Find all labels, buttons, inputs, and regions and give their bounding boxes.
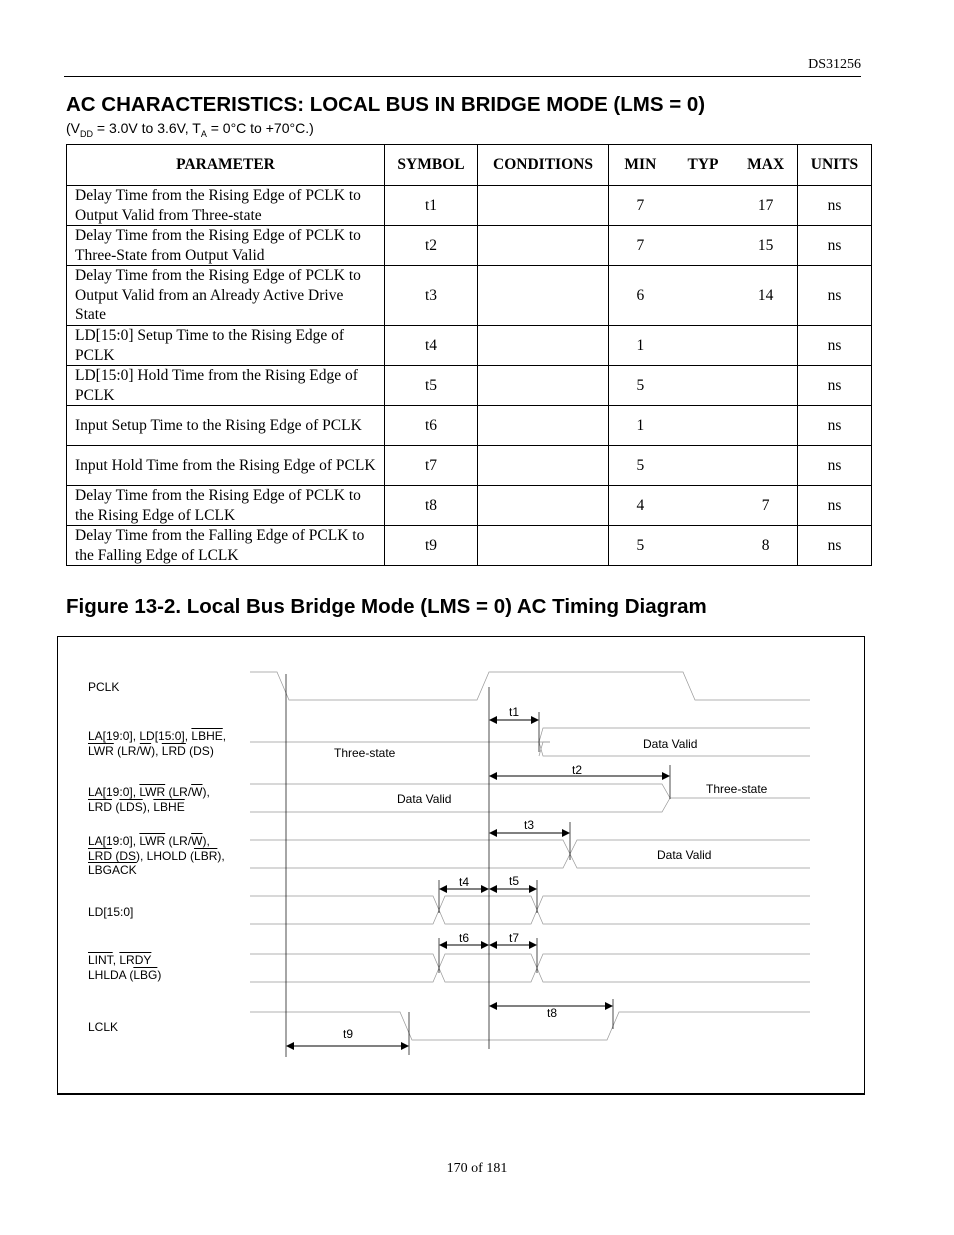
cell-typ [672, 376, 735, 396]
signal-label-pclk: PCLK [88, 680, 120, 694]
cell-max [734, 336, 797, 356]
document-id: DS31256 [808, 57, 861, 72]
figure-title: Figure 13-2. Local Bus Bridge Mode (LMS = 0) AC Timing Diagram [66, 595, 707, 618]
header-parameter: PARAMETER [67, 145, 385, 186]
cell-units: ns [798, 326, 872, 366]
cell-typ [672, 536, 735, 556]
cell-units: ns [798, 266, 872, 326]
cell-min: 4 [636, 496, 645, 514]
header-min: MIN [624, 156, 657, 173]
cell-min-typ-max [609, 266, 798, 326]
cell-typ [672, 456, 735, 476]
table-row [67, 266, 872, 326]
signal3-waveform [250, 840, 810, 868]
cell-conditions [478, 486, 609, 526]
cell-min: 6 [636, 286, 645, 304]
cell-conditions [478, 226, 609, 266]
signal-label-ld: LD[15:0] [88, 905, 134, 919]
cell-conditions [478, 266, 609, 326]
cell-units: ns [798, 486, 872, 526]
cell-min-typ-max [609, 326, 798, 366]
cell-conditions [478, 446, 609, 486]
cell-parameter: Delay Time from the Rising Edge of PCLK to Output Valid from Three-state [67, 186, 385, 226]
label-t3: t3 [524, 818, 535, 832]
label-t5: t5 [509, 874, 520, 888]
label-t8: t8 [547, 1006, 558, 1020]
label-t9: t9 [343, 1027, 354, 1041]
annotation-three-state-2: Three-state [706, 782, 768, 796]
cell-max: 15 [757, 236, 774, 254]
cell-units: ns [798, 226, 872, 266]
cell-max: 8 [761, 536, 770, 554]
ld-waveform [250, 896, 810, 924]
page-number: 170 of 181 [446, 1161, 508, 1176]
signal-label-lint-lrdy: LINT, LRDY LHLDA $(\overline{LBG})$ [88, 953, 162, 982]
header-conditions: CONDITIONS [478, 145, 609, 186]
cell-typ [672, 236, 735, 256]
cell-min: 5 [636, 456, 645, 474]
pclk-waveform [250, 672, 810, 700]
ac-characteristics-table [66, 144, 872, 566]
cell-symbol: t8 [385, 486, 478, 526]
header-units: UNITS [798, 145, 872, 186]
cell-max: 14 [757, 286, 774, 304]
table-row [67, 526, 872, 566]
cell-symbol: t1 [385, 186, 478, 226]
table-row [67, 186, 872, 226]
cell-parameter: Input Setup Time to the Rising Edge of PCLK [67, 406, 385, 446]
cell-min-typ-max [609, 526, 798, 566]
cell-min-typ-max [609, 446, 798, 486]
annotation-data-valid-3: Data Valid [657, 848, 712, 862]
cell-conditions [478, 326, 609, 366]
cell-parameter: Delay Time from the Falling Edge of PCLK to the Falling Edge of LCLK [67, 526, 385, 566]
cell-typ [672, 196, 735, 216]
cell-min-typ-max [609, 366, 798, 406]
cell-symbol: t3 [385, 266, 478, 326]
cell-max [734, 456, 797, 476]
lint-waveform [250, 954, 810, 982]
cell-typ [672, 496, 735, 516]
cell-symbol: t6 [385, 406, 478, 446]
table-row [67, 326, 872, 366]
cell-conditions [478, 366, 609, 406]
cell-symbol: t2 [385, 226, 478, 266]
cell-parameter: LD[15:0] Setup Time to the Rising Edge of PCLK [67, 326, 385, 366]
header-max: MAX [747, 156, 785, 173]
table-header-row [67, 145, 872, 186]
lclk-waveform [250, 1012, 810, 1040]
cell-typ [672, 286, 735, 306]
cell-min: 5 [636, 376, 645, 394]
annotation-data-valid-1: Data Valid [643, 737, 698, 751]
table-row [67, 486, 872, 526]
annotation-data-valid-2: Data Valid [397, 792, 452, 806]
cell-parameter: Delay Time from the Rising Edge of PCLK to Output Valid from an Already Active Drive State [67, 266, 385, 326]
table-row [67, 446, 872, 486]
section-title: AC CHARACTERISTICS: LOCAL BUS IN BRIDGE MODE (LMS = 0) [66, 93, 706, 116]
cell-min-typ-max [609, 226, 798, 266]
cell-parameter: Input Hold Time from the Rising Edge of PCLK [67, 446, 385, 486]
cell-min: 1 [636, 416, 645, 434]
cell-min-typ-max [609, 406, 798, 446]
cell-max [734, 416, 797, 436]
cell-min: 1 [636, 336, 645, 354]
label-t6: t6 [459, 931, 470, 945]
cell-min: 7 [636, 196, 645, 214]
header-symbol: SYMBOL [385, 145, 478, 186]
cell-max: 17 [757, 196, 774, 214]
signal-label-active-drive: LA[19:0], $\overline{LWR}$ $(LR/\overline{W})$, $\overline{LRD}$ (DS), LHOLD $(\overline{LBR})$, LBGACK [88, 834, 225, 877]
cell-max [734, 376, 797, 396]
signal-label-lclk: LCLK [88, 1020, 119, 1034]
cell-typ [672, 416, 735, 436]
cell-conditions [478, 406, 609, 446]
cell-typ [672, 336, 735, 356]
cell-conditions [478, 526, 609, 566]
cell-units: ns [798, 366, 872, 406]
signal-label-bus-outputs: LA[19:0], LD[15:0], LBHE, $\overline{LWR}$ $(LR/\overline{W})$, $\overline{LRD}$ (DS) [88, 729, 227, 758]
timing-diagram [57, 636, 865, 1095]
annotation-three-state-1: Three-state [334, 746, 396, 760]
table-row [67, 226, 872, 266]
cell-conditions [478, 186, 609, 226]
cell-units: ns [798, 446, 872, 486]
cell-units: ns [798, 406, 872, 446]
cell-units: ns [798, 186, 872, 226]
cell-max: 7 [761, 496, 770, 514]
cell-symbol: t7 [385, 446, 478, 486]
signal2-data-valid [250, 784, 670, 812]
cell-parameter: Delay Time from the Rising Edge of PCLK to the Rising Edge of LCLK [67, 486, 385, 526]
label-t7: t7 [509, 931, 520, 945]
cell-units: ns [798, 526, 872, 566]
label-t4: t4 [459, 875, 470, 889]
table-row [67, 406, 872, 446]
cell-min-typ-max [609, 186, 798, 226]
header-typ: TYP [687, 156, 719, 173]
header-rule [64, 76, 861, 77]
signal-label-address-control: LA[19:0], $\overline{LWR}$ $(LR/\overline{W})$, $\overline{LRD}$ $(\overline{LDS})$, LBHE [88, 785, 210, 814]
table-row [67, 366, 872, 406]
label-t1: t1 [509, 705, 520, 719]
header-min-typ-max [609, 145, 798, 186]
label-t2: t2 [572, 763, 583, 777]
cell-min: 5 [636, 536, 645, 554]
cell-symbol: t9 [385, 526, 478, 566]
cell-parameter: LD[15:0] Hold Time from the Rising Edge of PCLK [67, 366, 385, 406]
operating-conditions: ($V_{DD} = 3.0V$ to 3.6V, $T_A = 0^\circ C$ to +70°C.) [66, 120, 314, 139]
cell-parameter: Delay Time from the Rising Edge of PCLK to Three-State from Output Valid [67, 226, 385, 266]
cell-symbol: t5 [385, 366, 478, 406]
cell-symbol: t4 [385, 326, 478, 366]
cell-min-typ-max [609, 486, 798, 526]
cell-min: 7 [636, 236, 645, 254]
